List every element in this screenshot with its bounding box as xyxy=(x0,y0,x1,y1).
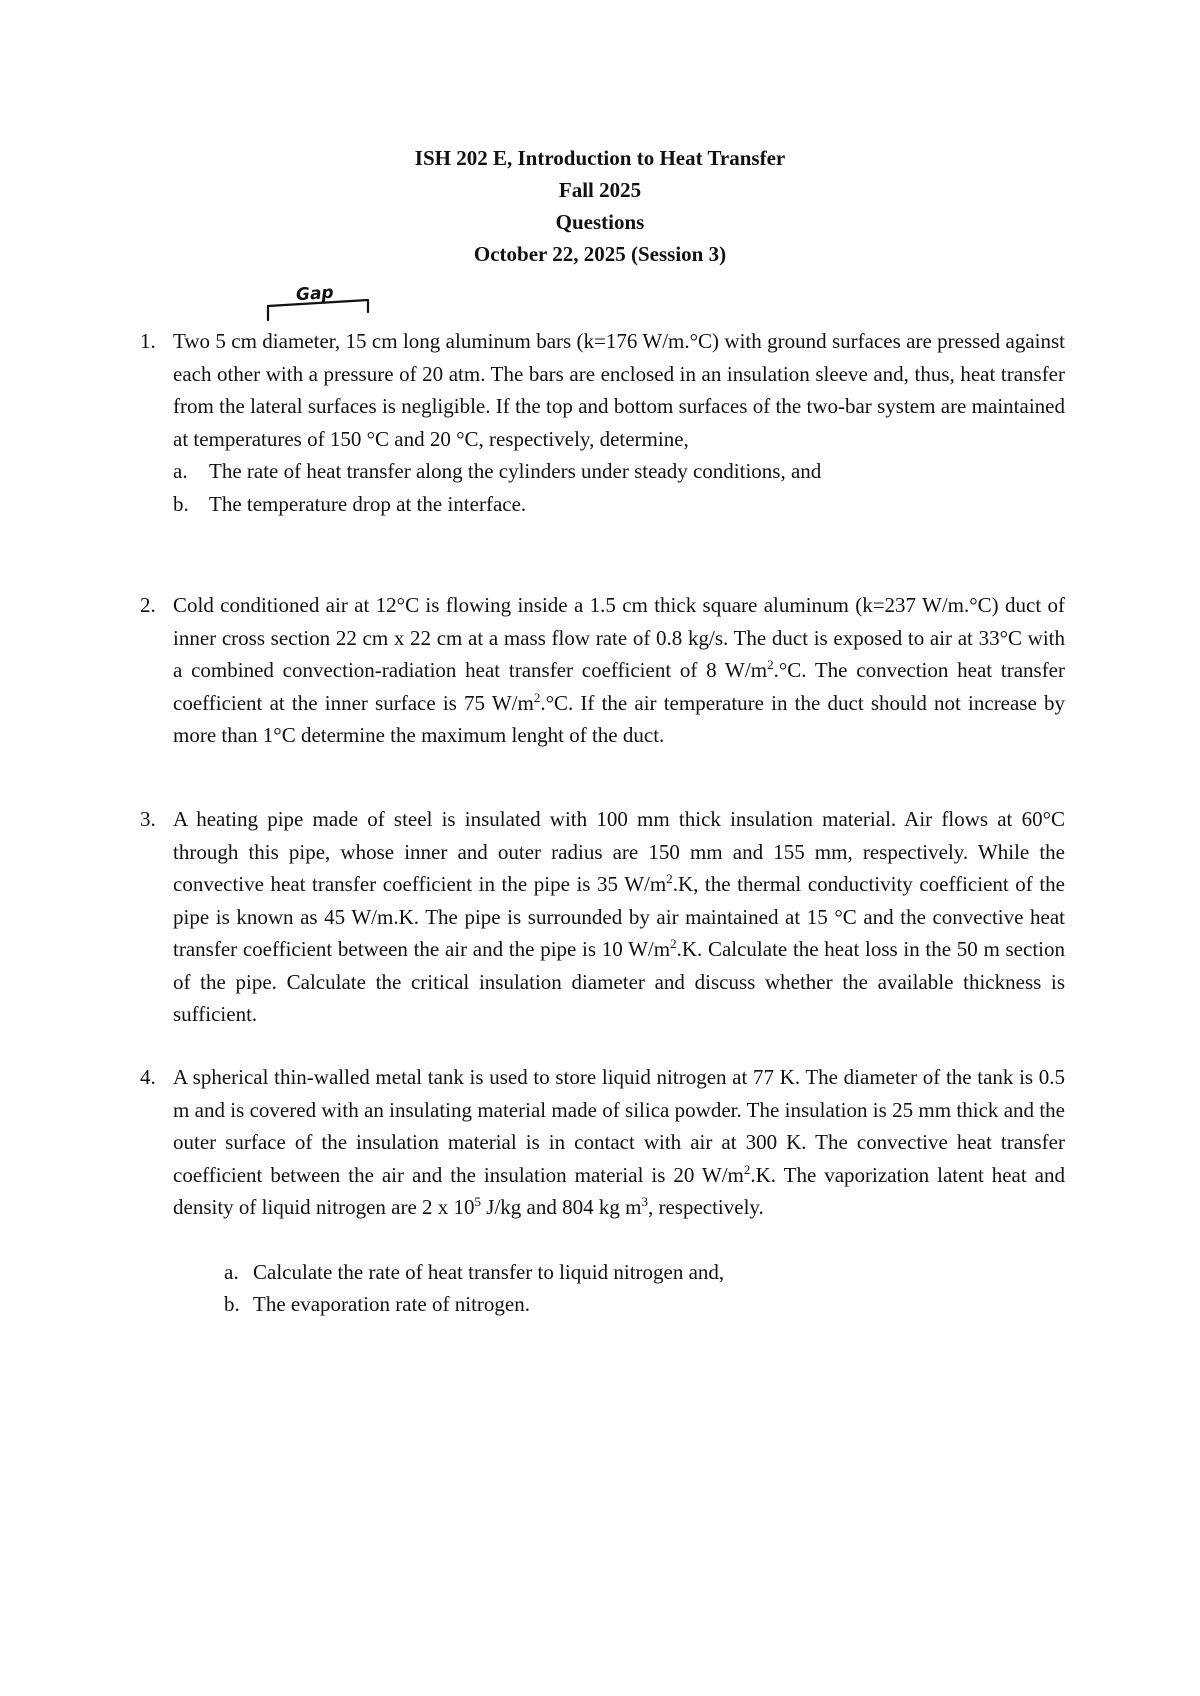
part-text: The temperature drop at the interface. xyxy=(209,491,527,516)
question-text: A spherical thin-walled metal tank is used to store liquid nitrogen at 77 K. The diameter of the tank is 0.5 m and is covered with an insulating material made of silica powder. The insulation is 25 mm thick and the outer surface of the insulation material is in contact with air at 300 K. The convective heat transfer coefficient between the air and the insulation material is 20 $W/m^2.K$. The vaporization latent heat and density of liquid nitrogen are 2 x $10^5$ J/kg and 804 kg $m^3$, respectively. xyxy=(173,1065,1065,1219)
question-part xyxy=(173,455,1065,488)
session-date: October 22, 2025 (Session 3) xyxy=(473,242,727,266)
course-title: ISH 202 E, Introduction to Heat Transfer xyxy=(414,146,786,170)
part-label: b. xyxy=(173,491,189,516)
question-2 xyxy=(140,589,1065,752)
question-1 xyxy=(140,325,1065,520)
part-text: Calculate the rate of heat transfer to liquid nitrogen and, xyxy=(253,1259,725,1284)
term: Fall 2025 xyxy=(558,178,642,202)
question-part xyxy=(173,488,1065,521)
handwritten-annotation-label: Gap xyxy=(295,282,335,306)
question-text: A heating pipe made of steel is insulated with 100 mm thick insulation material. Air flows at 60°C through this pipe, whose inner and outer radius are 150 mm and 155 mm, respectively. While the convective heat transfer coefficient in the pipe is 35 $W/m^2.K$, the thermal conductivity coefficient of the pipe is known as 45 W/m.K. The pipe is surrounded by air maintained at 15 °C and the convective heat transfer coefficient between the air and the pipe is 10 $W/m^2.K$. Calculate the heat loss in the 50 m section of the pipe. Calculate the critical insulation diameter and discuss whether the available thickness is sufficient. xyxy=(173,807,1066,1026)
part-text: The rate of heat transfer along the cylinders under steady conditions, and xyxy=(209,459,822,483)
part-text: The evaporation rate of nitrogen. xyxy=(253,1292,530,1316)
question-number: 2. xyxy=(140,593,156,617)
question-number: 3. xyxy=(140,807,156,831)
question-part xyxy=(224,1288,1065,1321)
part-label: a. xyxy=(173,459,188,483)
part-label: a. xyxy=(224,1259,239,1284)
question-part xyxy=(224,1256,1065,1289)
question-4 xyxy=(140,1061,1065,1321)
document-header xyxy=(0,142,1200,270)
question-number: 1. xyxy=(140,329,156,353)
question-number: 4. xyxy=(140,1065,156,1089)
question-3 xyxy=(140,803,1065,1031)
question-text: Cold conditioned air at 12°C is flowing inside a 1.5 cm thick square aluminum (k=237 W/m.°C) duct of inner cross section 22 cm x 22 cm at a mass flow rate of 0.8 kg/s. The duct is exposed to air at 33°C with a combined convection-radiation heat transfer coefficient of 8 $W/m^2.^\circ C$. The convection heat transfer coefficient at the inner surface is 75 $W/m^2.^\circ C$. If the air temperature in the duct should not increase by more than 1°C determine the maximum lenght of the duct. xyxy=(173,593,1065,747)
question-text: Two 5 cm diameter, 15 cm long aluminum bars (k=176 W/m.°C) with ground surfaces are pressed against each other with a pressure of 20 atm. The bars are enclosed in an insulation sleeve and, thus, heat transfer from the lateral surfaces is negligible. If the top and bottom surfaces of the two-bar system are maintained at temperatures of 150 °C and 20 °C, respectively, determine, xyxy=(173,329,1065,451)
part-label: b. xyxy=(224,1292,240,1316)
document-type: Questions xyxy=(555,210,645,234)
